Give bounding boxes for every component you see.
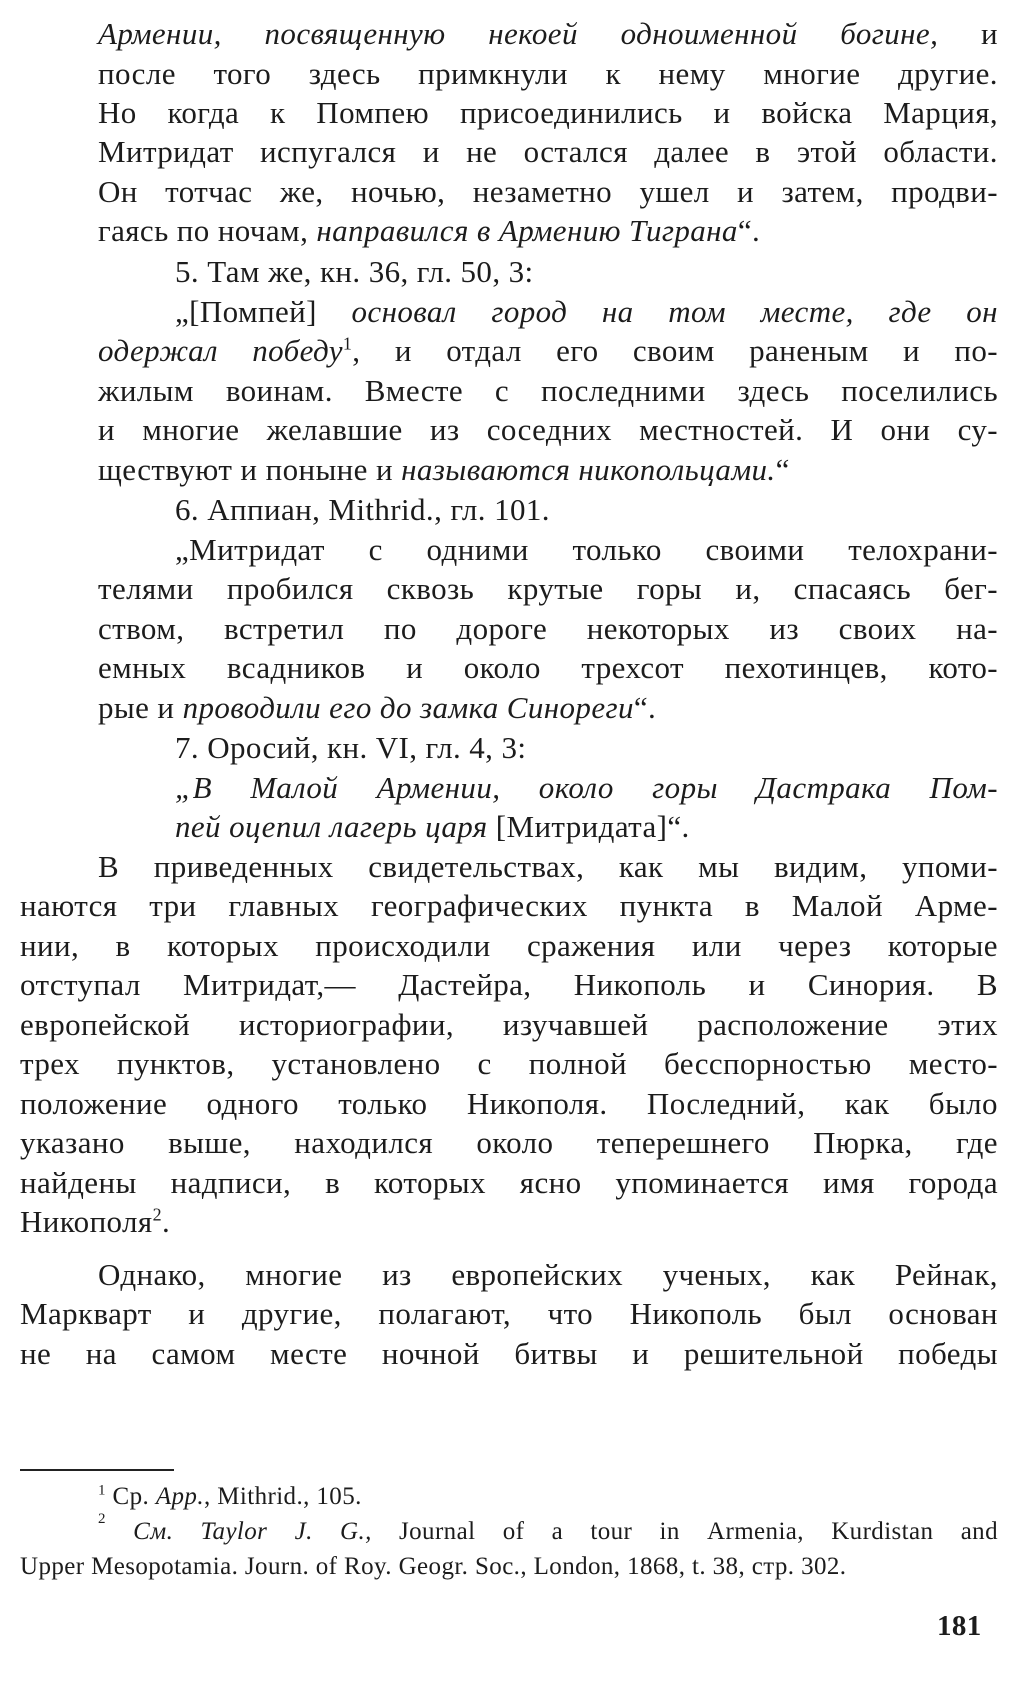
- word: в: [755, 134, 771, 169]
- word: Однако,: [98, 1257, 206, 1292]
- word: основан: [888, 1296, 998, 1331]
- word: испугался: [260, 134, 397, 169]
- word: далее: [654, 134, 730, 169]
- word: продви-: [891, 174, 998, 209]
- word: здесь: [737, 373, 810, 408]
- footnote-marker: 1: [98, 1482, 106, 1499]
- text-segment: Ср.: [105, 1483, 156, 1510]
- word: су-: [957, 412, 998, 447]
- word: J.: [294, 1518, 313, 1545]
- word: Митридат,—: [183, 967, 356, 1002]
- text-line: [98, 613, 998, 644]
- word: tour: [590, 1518, 633, 1545]
- word: по: [383, 611, 417, 646]
- text-segment: пей оцепил лагерь царя: [175, 809, 488, 844]
- footnote-separator: [20, 1469, 174, 1471]
- text-line: [98, 136, 998, 167]
- word: поселились: [841, 373, 998, 408]
- text-line: [98, 851, 998, 882]
- word: в: [744, 888, 760, 923]
- word: с: [368, 532, 383, 567]
- word: как: [810, 1257, 856, 1292]
- word: незаметно: [472, 174, 613, 209]
- word: как: [844, 1086, 890, 1121]
- word: только: [338, 1086, 428, 1121]
- text-segment: , Mithrid., 105.: [203, 1483, 362, 1510]
- text-line: [98, 215, 760, 246]
- word: крутые: [507, 571, 604, 606]
- word: одними: [426, 532, 529, 567]
- word: тотчас: [165, 174, 253, 209]
- word: отдал: [446, 333, 522, 368]
- word: победы: [898, 1336, 998, 1371]
- word: и: [394, 333, 412, 368]
- word: около: [463, 650, 541, 685]
- word: Митридат: [98, 134, 234, 169]
- text-line: [98, 454, 790, 485]
- word: телохрани-: [848, 532, 998, 567]
- word: когда: [167, 95, 240, 130]
- text-line: [98, 58, 998, 89]
- word: Kurdistan: [831, 1518, 934, 1545]
- text-line: [20, 1338, 998, 1369]
- word: и: [422, 134, 440, 169]
- word: ночной: [381, 1336, 480, 1371]
- word: упоминается: [615, 1165, 790, 1200]
- text-segment: рые и: [98, 690, 183, 725]
- word-with-marker: [252, 335, 360, 366]
- word: and: [960, 1518, 998, 1545]
- word: которых: [374, 1165, 486, 1200]
- word: Маркварт: [20, 1296, 152, 1331]
- word: европейских: [451, 1257, 623, 1292]
- text-line: [98, 176, 998, 207]
- word: некоторых: [586, 611, 730, 646]
- word: надписи,: [170, 1165, 292, 1200]
- word: пунктов,: [116, 1046, 235, 1081]
- word: посвященную: [264, 16, 446, 51]
- word: емных: [98, 650, 187, 685]
- word: город: [491, 294, 568, 329]
- word: около: [476, 1125, 554, 1160]
- word: свидетельствах,: [368, 849, 585, 884]
- word: некоей: [488, 16, 578, 51]
- word: на-: [956, 611, 998, 646]
- word: по-: [954, 333, 998, 368]
- text-segment: 6. Аппиан, Mithrid., гл. 101.: [175, 492, 550, 527]
- text-line: [98, 375, 998, 406]
- word: Taylor: [200, 1518, 268, 1545]
- word: ством,: [98, 611, 185, 646]
- word: Никополь: [573, 967, 707, 1002]
- word: ушел: [639, 174, 710, 209]
- word: телями: [98, 571, 194, 606]
- word: и: [188, 1296, 206, 1331]
- word: встретил: [224, 611, 345, 646]
- word: изучавшей: [502, 1007, 649, 1042]
- word: раненым: [749, 333, 869, 368]
- word: Малой: [250, 770, 339, 805]
- word: было: [928, 1086, 998, 1121]
- word: нии,: [20, 928, 80, 963]
- footnote-line: [98, 1484, 362, 1509]
- word: бег-: [944, 571, 998, 606]
- word: положение: [20, 1086, 168, 1121]
- text-line: [98, 1259, 998, 1290]
- word: в: [325, 1165, 341, 1200]
- word: горы: [652, 770, 718, 805]
- footnote-line: [20, 1554, 846, 1579]
- word: Armenia,: [707, 1518, 804, 1545]
- word: к: [270, 95, 286, 130]
- text-line: [20, 1088, 998, 1119]
- word: войска: [761, 95, 853, 130]
- word: желавшие: [266, 412, 403, 447]
- word: установлено: [271, 1046, 441, 1081]
- text-segment: .: [161, 1204, 171, 1239]
- text-line: [98, 692, 656, 723]
- text-line: [175, 811, 690, 842]
- word: Дастрака: [756, 770, 892, 805]
- word: Дастейра,: [398, 967, 532, 1002]
- word: города: [908, 1165, 998, 1200]
- word: из: [382, 1257, 412, 1292]
- word: G.,: [340, 1518, 372, 1545]
- word: с: [477, 1046, 492, 1081]
- word: и: [980, 16, 998, 51]
- word: из: [769, 611, 800, 646]
- word: Он: [98, 174, 138, 209]
- text-segment: гаясь по ночам,: [98, 213, 317, 248]
- text-line: [175, 296, 998, 327]
- word: месте,: [760, 294, 854, 329]
- text-segment: 5. Там же, кн. 36, гл. 50, 3:: [175, 254, 534, 289]
- text-line: [175, 732, 526, 763]
- word: наются: [20, 888, 118, 923]
- word: его: [556, 333, 599, 368]
- word: дороге: [456, 611, 548, 646]
- text-line: [20, 1206, 170, 1237]
- word: всадников: [226, 650, 366, 685]
- word: трех: [20, 1046, 80, 1081]
- text-segment: App.: [155, 1483, 204, 1510]
- word: Никополь: [629, 1296, 763, 1331]
- text-line: [20, 1127, 998, 1158]
- word: и: [713, 95, 731, 130]
- word: Армении,: [98, 16, 222, 51]
- word: одноименной: [620, 16, 798, 51]
- word: полной: [528, 1046, 627, 1081]
- word: Пом-: [929, 770, 998, 805]
- word: место-: [908, 1046, 998, 1081]
- footnote-marker: 2: [98, 1511, 106, 1527]
- word: и: [748, 967, 766, 1002]
- word: этой: [796, 134, 857, 169]
- text-line: [20, 1048, 998, 1079]
- word: ученых,: [662, 1257, 771, 1292]
- text-line: [20, 890, 998, 921]
- word: из: [429, 412, 460, 447]
- word: a: [551, 1518, 564, 1545]
- word: другие,: [241, 1296, 342, 1331]
- word: И: [830, 412, 854, 447]
- word: богине,: [840, 16, 939, 51]
- word: in: [659, 1518, 680, 1545]
- text-segment: [Митридата]“.: [487, 809, 690, 844]
- word: соседних: [486, 412, 612, 447]
- word: последними: [540, 373, 706, 408]
- text-segment: “.: [737, 213, 761, 248]
- text-line: [98, 97, 998, 128]
- word: Пюрка,: [813, 1125, 913, 1160]
- word: того: [213, 56, 272, 91]
- word: европейской: [20, 1007, 191, 1042]
- text-segment: называются никопольцами.: [401, 452, 776, 487]
- word: нему: [658, 56, 726, 91]
- word: находился: [294, 1125, 434, 1160]
- word: Journal: [399, 1518, 476, 1545]
- word: Синория.: [807, 967, 935, 1002]
- word: происходили: [315, 928, 491, 963]
- word: местностей.: [639, 412, 804, 447]
- word: спасаясь: [793, 571, 912, 606]
- word: или: [691, 928, 742, 963]
- word: на: [85, 1336, 117, 1371]
- word: of: [502, 1518, 525, 1545]
- text-segment: Никополя: [20, 1204, 153, 1239]
- word: с: [494, 373, 510, 408]
- word: найдены: [20, 1165, 137, 1200]
- word: только: [572, 532, 662, 567]
- text-segment: 7. Оросий, кн. VI, гл. 4, 3:: [175, 730, 527, 765]
- word: географических: [370, 888, 588, 923]
- word: основал: [351, 294, 457, 329]
- word: же,: [279, 174, 324, 209]
- word: сражения: [527, 928, 656, 963]
- word: историографии,: [238, 1007, 455, 1042]
- word: победу: [252, 333, 343, 368]
- word: одержал: [98, 333, 218, 368]
- word: В: [98, 849, 120, 884]
- word: горы: [636, 571, 703, 606]
- word: Но: [98, 95, 137, 130]
- word: около: [538, 770, 614, 805]
- word: отступал: [20, 967, 141, 1002]
- text-line: [175, 256, 534, 287]
- word: См.: [133, 1518, 174, 1545]
- word: многие: [763, 56, 861, 91]
- word: выше,: [168, 1125, 251, 1160]
- word: здесь: [308, 56, 381, 91]
- word: Арме-: [914, 888, 998, 923]
- word: указано: [20, 1125, 125, 1160]
- footnote-marker: 1: [342, 333, 353, 354]
- word: он: [966, 294, 998, 329]
- word: многие: [142, 412, 240, 447]
- text-line: [20, 1167, 998, 1198]
- word: кото-: [928, 650, 998, 685]
- word: „В: [175, 770, 212, 805]
- word: присоединились: [459, 95, 683, 130]
- word: ясно: [519, 1165, 582, 1200]
- word: главных: [228, 888, 340, 923]
- word: „Митридат: [175, 532, 325, 567]
- text-segment: “.: [633, 690, 657, 725]
- word: где: [888, 294, 932, 329]
- word: остался: [523, 134, 628, 169]
- text-line: [98, 414, 998, 445]
- word: мы: [698, 849, 740, 884]
- word: и: [737, 174, 755, 209]
- text-segment: Upper Mesopotamia. Journ. of Roy. Geogr. Soc., London, 1868, t. 38, стр. 302.: [20, 1553, 847, 1580]
- word: был: [798, 1296, 852, 1331]
- word: видим,: [774, 849, 868, 884]
- word: ,: [352, 333, 361, 368]
- word: своих: [838, 611, 917, 646]
- text-segment: направился в Армению Тиграна: [316, 213, 738, 248]
- word: многие: [245, 1257, 343, 1292]
- text-line: [20, 969, 998, 1000]
- word: как: [618, 849, 664, 884]
- word: одного: [206, 1086, 299, 1121]
- word: этих: [937, 1007, 998, 1042]
- word: Рейнак,: [894, 1257, 998, 1292]
- word: которых: [167, 928, 279, 963]
- word: и: [902, 333, 920, 368]
- word: битвы: [514, 1336, 598, 1371]
- page-number: 181: [937, 1610, 982, 1642]
- word: пехотинцев,: [724, 650, 888, 685]
- word: к: [605, 56, 621, 91]
- word: Малой: [791, 888, 883, 923]
- word: Помпею: [316, 95, 430, 130]
- word: через: [778, 928, 852, 963]
- word: трехсот: [581, 650, 684, 685]
- word: своими: [705, 532, 805, 567]
- word: что: [547, 1296, 594, 1331]
- text-line: [98, 335, 998, 366]
- word: после: [98, 56, 176, 91]
- word: Никополя.: [466, 1086, 608, 1121]
- word: самом: [151, 1336, 236, 1371]
- text-line: [98, 652, 998, 683]
- text-line: [175, 772, 998, 803]
- word: Марция,: [883, 95, 998, 130]
- word: воинам.: [225, 373, 333, 408]
- text-line: [20, 1298, 998, 1329]
- text-segment: ществуют и поныне и: [98, 452, 402, 487]
- word: расположение: [697, 1007, 889, 1042]
- word: где: [956, 1125, 998, 1160]
- word: том: [668, 294, 726, 329]
- text-line: [20, 1009, 998, 1040]
- text-line: [98, 573, 998, 604]
- word: и,: [735, 571, 761, 606]
- word: пробился: [226, 571, 354, 606]
- word: Вместе: [364, 373, 464, 408]
- word: которые: [887, 928, 998, 963]
- word: не: [20, 1336, 52, 1371]
- word: бесспорностью: [664, 1046, 872, 1081]
- word: теперешнего: [596, 1125, 770, 1160]
- word: своим: [632, 333, 715, 368]
- word: в: [115, 928, 131, 963]
- word: на: [601, 294, 634, 329]
- word: Армении,: [376, 770, 501, 805]
- word: приведенных: [153, 849, 334, 884]
- word: и: [632, 1336, 650, 1371]
- word: они: [880, 412, 931, 447]
- text-line: [20, 930, 998, 961]
- text-segment: “: [775, 452, 790, 487]
- text-line: [175, 494, 550, 525]
- word: другие.: [897, 56, 998, 91]
- text-line: [175, 534, 998, 565]
- word: жилым: [98, 373, 194, 408]
- word: упоми-: [901, 849, 998, 884]
- word: и: [98, 412, 115, 447]
- text-line: [98, 18, 998, 49]
- text-segment: проводили его до замка Синореги: [182, 690, 634, 725]
- word: не: [466, 134, 498, 169]
- word: области.: [883, 134, 998, 169]
- word: „[Помпей]: [175, 294, 317, 329]
- word: примкнули: [418, 56, 568, 91]
- word: сквозь: [386, 571, 475, 606]
- word: Последний,: [646, 1086, 806, 1121]
- word: и: [406, 650, 424, 685]
- word: В: [976, 967, 998, 1002]
- word: затем,: [781, 174, 864, 209]
- word: три: [149, 888, 197, 923]
- word: решительной: [683, 1336, 864, 1371]
- footnote-marker: 2: [152, 1204, 162, 1225]
- word: полагают,: [378, 1296, 512, 1331]
- word: месте: [270, 1336, 348, 1371]
- word: имя: [822, 1165, 875, 1200]
- word: ночью,: [350, 174, 446, 209]
- word: пункта: [619, 888, 714, 923]
- footnote-line: [98, 1511, 998, 1545]
